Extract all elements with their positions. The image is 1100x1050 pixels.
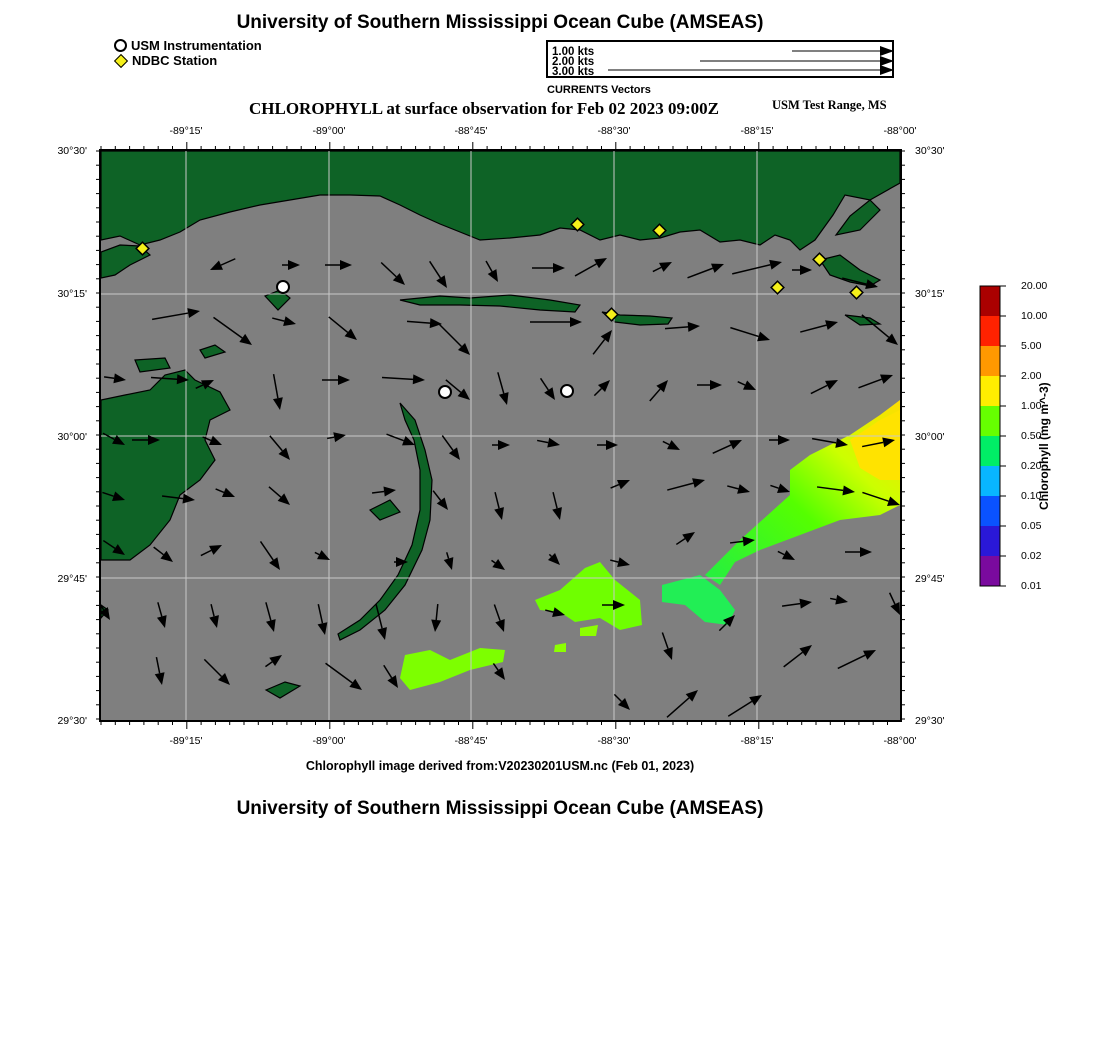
colorbar-label: 1.00 <box>1021 400 1042 412</box>
vectors-legend-title: CURRENTS Vectors <box>547 84 651 96</box>
lon-tick-top: -88°30' <box>597 125 631 137</box>
colorbar-label: 2.00 <box>1021 370 1042 382</box>
colorbar-label: 5.00 <box>1021 340 1042 352</box>
lon-tick-top: -89°15' <box>169 125 203 137</box>
lon-tick-bottom: -89°15' <box>169 735 203 747</box>
colorbar-label: 0.05 <box>1021 520 1042 532</box>
lon-tick-bottom: -89°00' <box>312 735 346 747</box>
lon-tick-top: -88°15' <box>740 125 774 137</box>
vector-scale-2: 2.00 kts <box>552 56 595 68</box>
lon-tick-bottom: -88°15' <box>740 735 774 747</box>
vector-scale-1: 1.00 kts <box>552 46 595 58</box>
lat-tick-left: 30°15' <box>57 288 87 300</box>
lon-tick-bottom: -88°00' <box>883 735 917 747</box>
map-subtitle: CHLOROPHYLL at surface observation for Feb 02 2023 09:00Z <box>249 99 719 118</box>
colorbar-label: 20.00 <box>1021 280 1048 292</box>
colorbar-label: 10.00 <box>1021 310 1048 322</box>
lat-tick-left: 30°00' <box>57 431 87 443</box>
lat-tick-left: 29°30' <box>57 715 87 727</box>
map-title-bottom: University of Southern Mississippi Ocean Cube (AMSEAS) <box>236 798 764 819</box>
usm-station-3 <box>561 385 573 397</box>
vector-scale-3: 3.00 kts <box>552 66 595 78</box>
lat-tick-left: 30°30' <box>57 145 87 157</box>
source-caption: Chlorophyll image derived from:V20230201USM.nc (Feb 01, 2023) <box>305 759 695 773</box>
lat-tick-right: 30°00' <box>915 431 945 443</box>
legend-ndbc-label: NDBC Station <box>132 53 218 68</box>
usm-station-2 <box>439 386 451 398</box>
lat-tick-right: 30°30' <box>915 145 945 157</box>
lon-tick-top: -88°45' <box>454 125 488 137</box>
colorbar-label: 0.01 <box>1021 580 1042 592</box>
usm-station-1 <box>277 281 289 293</box>
colorbar-title: Chlorophyll (mg m^-3) <box>1037 382 1051 510</box>
lat-tick-right: 29°30' <box>915 715 945 727</box>
range-label: USM Test Range, MS <box>772 98 887 112</box>
colorbar-label: 0.20 <box>1021 460 1042 472</box>
colorbar-label: 0.10 <box>1021 490 1042 502</box>
lon-tick-top: -89°00' <box>312 125 346 137</box>
lon-tick-bottom: -88°45' <box>454 735 488 747</box>
colorbar <box>980 286 1006 586</box>
colorbar-label: 0.02 <box>1021 550 1042 562</box>
lat-tick-right: 29°45' <box>915 573 945 585</box>
lat-tick-left: 29°45' <box>57 573 87 585</box>
lat-tick-right: 30°15' <box>915 288 945 300</box>
map-title: University of Southern Mississippi Ocean Cube (AMSEAS) <box>236 12 764 33</box>
lon-tick-top: -88°00' <box>883 125 917 137</box>
lon-tick-bottom: -88°30' <box>597 735 631 747</box>
legend-usm-label: USM Instrumentation <box>131 38 262 53</box>
colorbar-label: 0.50 <box>1021 430 1042 442</box>
